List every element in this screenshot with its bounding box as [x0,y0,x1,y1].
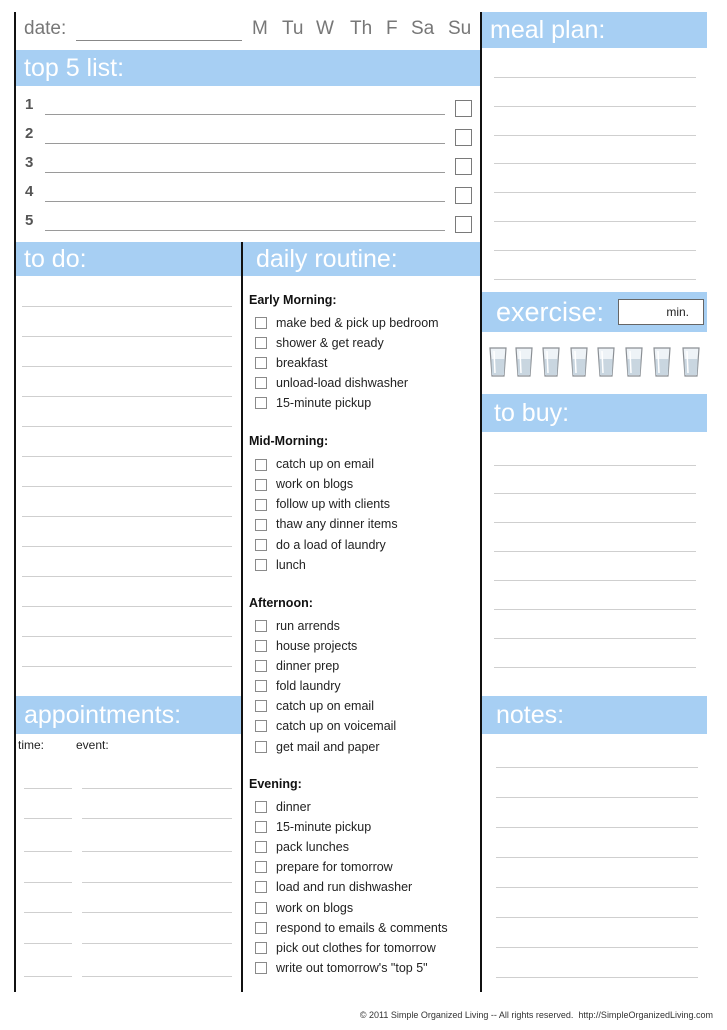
routine-checkbox[interactable] [255,821,267,833]
routine-checkbox[interactable] [255,902,267,914]
routine-item: catch up on email [276,457,374,471]
to-buy-header [482,394,707,432]
top5-number: 2 [25,125,34,142]
routine-checkbox[interactable] [255,357,267,369]
meal-plan-title: meal plan: [490,15,606,44]
top5-line[interactable] [45,201,445,202]
routine-item: lunch [276,558,306,572]
to-buy-line[interactable] [494,580,696,581]
routine-item: 15-minute pickup [276,820,372,834]
to-buy-line[interactable] [494,638,696,639]
todo-title: to do: [24,244,87,273]
routine-checkbox[interactable] [255,801,267,813]
routine-checkbox[interactable] [255,397,267,409]
to-buy-line[interactable] [494,551,696,552]
routine-item: write out tomorrow's "top 5" [276,961,428,975]
day-friday[interactable]: F [386,18,398,39]
routine-item: catch up on email [276,699,374,713]
routine-item: respond to emails & comments [276,921,448,935]
routine-item: work on blogs [276,901,354,915]
meal-plan-line[interactable] [494,106,696,107]
appointments-header [16,696,241,734]
day-monday[interactable]: M [252,18,268,39]
appointment-time-line[interactable] [24,912,72,913]
todo-line[interactable] [22,456,232,457]
notes-line[interactable] [496,887,698,888]
meal-plan-line[interactable] [494,192,696,193]
top5-number: 4 [25,183,34,200]
meal-plan-line[interactable] [494,279,696,280]
routine-item: fold laundry [276,679,341,693]
routine-section-title: Evening: [249,777,302,791]
notes-line[interactable] [496,917,698,918]
routine-item: 15-minute pickup [276,396,372,410]
footer-copyright: © 2011 Simple Organized Living -- All rights reserved. http://SimpleOrganizedLiving.com [359,1010,713,1020]
appointments-event-label: event: [76,738,109,752]
top5-checkbox[interactable] [455,187,472,204]
appointment-time-line[interactable] [24,851,72,852]
notes-line[interactable] [496,977,698,978]
routine-section-title: Mid-Morning: [249,434,329,448]
top5-number: 1 [25,96,34,113]
routine-item: work on blogs [276,477,354,491]
routine-item: unload-load dishwasher [276,376,409,390]
appointment-time-line[interactable] [24,882,72,883]
routine-checkbox[interactable] [255,720,267,732]
top5-header [16,50,480,86]
appointment-time-line[interactable] [24,976,72,977]
to-buy-line[interactable] [494,493,696,494]
routine-item: thaw any dinner items [276,517,398,531]
water-glass-icon[interactable] [597,347,615,377]
water-glass-icon[interactable] [625,347,643,377]
routine-item: get mail and paper [276,740,380,754]
routine-checkbox[interactable] [255,559,267,571]
to-buy-line[interactable] [494,609,696,610]
routine-checkbox[interactable] [255,922,267,934]
routine-checkbox[interactable] [255,337,267,349]
day-tuesday[interactable]: Tu [282,18,304,39]
routine-checkbox[interactable] [255,640,267,652]
appointment-event-line[interactable] [82,818,232,819]
notes-line[interactable] [496,797,698,798]
top5-checkbox[interactable] [455,129,472,146]
routine-checkbox[interactable] [255,841,267,853]
water-glass-icon[interactable] [682,347,700,377]
meal-plan-line[interactable] [494,221,696,222]
routine-item: do a load of laundry [276,538,386,552]
appointment-event-line[interactable] [82,882,232,883]
exercise-minutes-field[interactable] [618,299,704,325]
todo-line[interactable] [22,666,232,667]
todo-line[interactable] [22,516,232,517]
notes-line[interactable] [496,947,698,948]
routine-checkbox[interactable] [255,962,267,974]
routine-checkbox[interactable] [255,479,267,491]
to-buy-line[interactable] [494,522,696,523]
routine-checkbox[interactable] [255,741,267,753]
exercise-title: exercise: [496,296,605,327]
top5-checkbox[interactable] [455,158,472,175]
routine-checkbox[interactable] [255,861,267,873]
notes-line[interactable] [496,767,698,768]
appointment-event-line[interactable] [82,851,232,852]
exercise-unit: min. [666,305,689,319]
routine-item: shower & get ready [276,336,384,350]
to-buy-title: to buy: [494,398,570,427]
routine-checkbox[interactable] [255,459,267,471]
top5-line[interactable] [45,172,445,173]
notes-title: notes: [496,700,565,729]
todo-line[interactable] [22,336,232,337]
water-glass-icon[interactable] [515,347,533,377]
routine-item: breakfast [276,356,328,370]
day-wednesday[interactable]: W [316,18,334,39]
appointment-event-line[interactable] [82,976,232,977]
appointments-title: appointments: [24,700,182,729]
top5-number: 3 [25,154,34,171]
routine-item: follow up with clients [276,497,390,511]
routine-checkbox[interactable] [255,539,267,551]
to-buy-line[interactable] [494,667,696,668]
water-glass-icon[interactable] [570,347,588,377]
routine-item: house projects [276,639,358,653]
top5-line[interactable] [45,230,445,231]
todo-line[interactable] [22,576,232,577]
appointment-event-line[interactable] [82,943,232,944]
meal-plan-line[interactable] [494,77,696,78]
todo-line[interactable] [22,396,232,397]
meal-plan-line[interactable] [494,163,696,164]
frame-left [14,12,16,992]
appointment-time-line[interactable] [24,943,72,944]
todo-line[interactable] [22,306,232,307]
routine-checkbox[interactable] [255,499,267,511]
routine-item: load and run dishwasher [276,880,413,894]
routine-section-title: Early Morning: [249,293,337,307]
day-thursday[interactable]: Th [350,18,373,39]
todo-line[interactable] [22,486,232,487]
routine-checkbox[interactable] [255,377,267,389]
frame-mid [241,242,243,992]
to-buy-line[interactable] [494,465,696,466]
date-field[interactable] [76,40,242,41]
todo-line[interactable] [22,606,232,607]
appointment-event-line[interactable] [82,788,232,789]
notes-line[interactable] [496,857,698,858]
routine-checkbox[interactable] [255,700,267,712]
notes-header [482,696,707,734]
top5-line[interactable] [45,114,445,115]
routine-section-title: Afternoon: [249,596,313,610]
routine-item: pack lunches [276,840,349,854]
routine-item: pick out clothes for tomorrow [276,941,436,955]
routine-item: dinner prep [276,659,340,673]
routine-header [243,242,480,276]
routine-checkbox[interactable] [255,942,267,954]
top5-number: 5 [25,212,34,229]
meal-plan-line[interactable] [494,135,696,136]
date-label: date: [24,18,67,39]
routine-item: make bed & pick up bedroom [276,316,439,330]
routine-item: catch up on voicemail [276,719,397,733]
day-sunday[interactable]: Su [448,18,472,39]
top5-checkbox[interactable] [455,216,472,233]
meal-plan-line[interactable] [494,250,696,251]
todo-line[interactable] [22,546,232,547]
day-saturday[interactable]: Sa [411,18,435,39]
top5-line[interactable] [45,143,445,144]
routine-checkbox[interactable] [255,680,267,692]
appointment-time-line[interactable] [24,818,72,819]
todo-line[interactable] [22,366,232,367]
appointment-event-line[interactable] [82,912,232,913]
appointment-time-line[interactable] [24,788,72,789]
meal-plan-header [482,12,707,48]
notes-line[interactable] [496,827,698,828]
water-glass-icon[interactable] [489,347,507,377]
routine-item: prepare for tomorrow [276,860,393,874]
frame-right [480,12,482,992]
routine-item: dinner [276,800,311,814]
top5-checkbox[interactable] [455,100,472,117]
appointments-time-label: time: [18,738,45,752]
todo-line[interactable] [22,636,232,637]
routine-checkbox[interactable] [255,317,267,329]
routine-checkbox[interactable] [255,620,267,632]
routine-checkbox[interactable] [255,519,267,531]
routine-checkbox[interactable] [255,660,267,672]
water-glass-icon[interactable] [653,347,671,377]
todo-line[interactable] [22,426,232,427]
routine-title: daily routine: [256,244,398,273]
routine-item: run arrends [276,619,340,633]
water-glass-icon[interactable] [542,347,560,377]
todo-header [16,242,241,276]
routine-checkbox[interactable] [255,881,267,893]
top5-title: top 5 list: [24,53,125,82]
